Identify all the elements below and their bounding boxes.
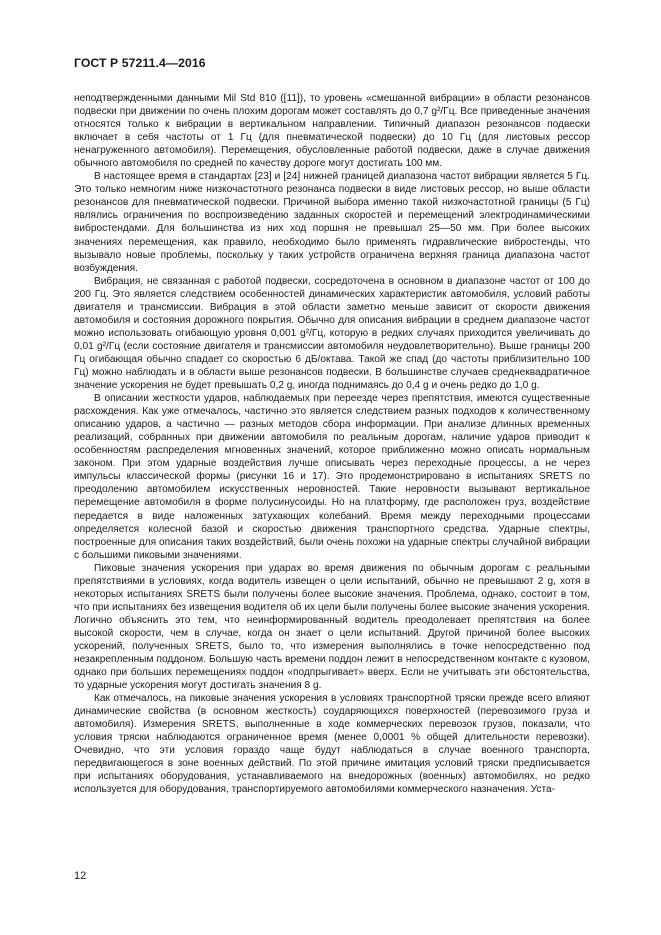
- paragraph-1: неподтвержденными данными Mil Std 810 ([11]), то уровень «смешанной вибрации» в области резонансов подвески при движении по очень плохим дорогам может составлять до 0,7 g²/Гц. Все приведенные значения относятся только к вибрации в вертикальном направлении. Типичный диапазон резонансов подвески включает в себя частоты от 1 Гц (для пневматической подвески) до 10 Гц (для листовых рессор ненагруженного автомобиля). Перемещения, обусловленные работой подвески, даже в случае движения обычного автомобиля по средней по качеству дороге могут достигать 100 мм.: [74, 93, 590, 170]
- paragraph-3: Вибрация, не связанная с работой подвески, сосредоточена в основном в диапазоне частот от 100 до 200 Гц. Это является следствием особенностей динамических характеристик автомобиля, условий работы двигателя и трансмиссии. Вибрация в этой области заметно меньше зависит от скорости движения автомобиля и состояния дорожного покрытия. Обычно для описания вибрации в среднем диапазоне частот можно использовать огибающую уровня 0,001 g²/Гц, которую в редких случаях приходится увеличивать до 0,01 g²/Гц (если состояние двигателя и трансмиссии автомобиля неудовлетворительно). Выше границы 200 Гц огибающая обычно спадает со скоростью 6 дБ/октава. Такой же спад (до частоты приблизительно 100 Гц) можно наблюдать и в области выше резонансов подвески. В большинстве случаев среднеквадратичное значение ускорения не будет превышать 0,2 g, иногда поднимаясь до 0,4 g и очень редко до 1,0 g.: [74, 275, 590, 392]
- document-header: ГОСТ Р 57211.4—2016: [74, 56, 206, 70]
- paragraph-4: В описании жесткости ударов, наблюдаемых при переезде через препятствия, имеются существенные расхождения. Как уже отмечалось, частично это является следствием разных подходов к количественному описанию ударов, а частично — разных методов сбора информации. При анализе длинных временных реализаций, собранных при движении автомобиля по реальным дорогам, наличие ударов приводит к особенностям распределения мгновенных значений, которое приближенно можно описать нормальным законом. При этом ударные воздействия лучше описывать через переходные процессы, а не через импульсы классической формы (рисунки 16 и 17). Это продемонстрировано в испытаниях SRETS по преодолению автомобилем искусственных неровностей. Такие неровности вызывают вертикальное перемещение автомобиля в форме полусинусоиды. Но на платформу, где расположен груз, воздействие передается в виде наложенных затухающих колебаний. Время между переходными процессами определяется колесной базой и скоростью движения транспортного средства. Ударные спектры, построенные для описания таких воздействий, были очень похожи на ударные спектры случайной вибрации с большими пиковыми значениями.: [74, 393, 590, 561]
- document-body: [74, 92, 590, 797]
- page-number: 12: [74, 870, 87, 882]
- paragraph-6: Как отмечалось, на пиковые значения ускорения в условиях транспортной тряски прежде всего влияют динамические свойства (в основном жесткость) соударяющихся поверхностей (перевозимого груза и автомобиля). Измерения SRETS, выполненные в ходе коммерческих перевозок грузов, показали, что условия тряски наблюдаются ограниченное время (менее 0,0001 % общей длительности перевозки). Очевидно, что эти условия гораздо чаще будут наблюдаться в случае военного транспорта, передвигающегося в зоне военных действий. По этой причине имитация условий тряски предписывается при испытаниях оборудования, устанавливаемого на внедорожных (военных) автомобилях, но редко используется для оборудования, транспортируемого автомобилями коммерческого назначения. Уста-: [74, 693, 590, 796]
- paragraph-2: В настоящее время в стандартах [23] и [24] нижней границей диапазона частот вибрации является 5 Гц. Это только немногим ниже низкочастотного резонанса подвески в виде листовых рессор, но выше области резонансов для пневматической подвески. Причиной выбора именно такой низкочастотной границы (5 Гц) являлись ограничения по воспроизведению заданных скоростей и перемещений электродинамическими вибростендами. Для большинства из них ход поршня не превышал 25—50 мм. При более высоких значениях перемещения, как правило, необходимо было применять гидравлические вибростенды, что вызывало новые проблемы, поскольку у таких устройств ограничена верхняя граница диапазона частот возбуждения.: [74, 171, 590, 274]
- paragraph-5: Пиковые значения ускорения при ударах во время движения по обычным дорогам с реальными препятствиями в условиях, когда водитель извещен о цели испытаний, обычно не превышают 2 g, хотя в некоторых испытаниях SRETS были получены более высокие значения. Проблема, однако, состоит в том, что при испытаниях без извещения водителя об их цели были получены более высокие значения ускорения. Логично объяснить это тем, что неинформированный водитель преодолевает препятствия на более высокой скорости, чем в случае, когда он знает о цели испытаний. Другой причиной более высоких ускорений, полученных SRETS, было то, что измерения выполнялись в точке непосредственно под незакрепленным поддоном. Большую часть времени поддон лежит в непосредственном контакте с кузовом, однако при больших перемещениях поддон «подпрыгивает» вверх. Если не учитывать эти обстоятельства, то ударные ускорения могут достигать значения 8 g.: [74, 562, 590, 692]
